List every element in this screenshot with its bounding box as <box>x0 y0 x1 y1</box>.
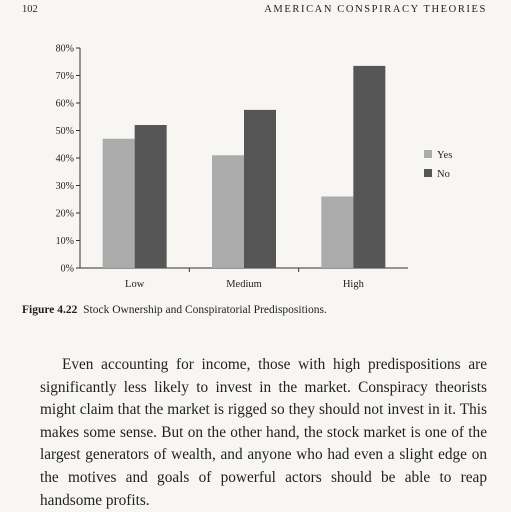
y-tick-label: 20% <box>55 208 74 220</box>
y-tick-label: 10% <box>55 236 74 247</box>
bar-chart <box>0 36 511 300</box>
bar-medium-no <box>244 110 276 268</box>
y-tick-label: 50% <box>55 126 74 137</box>
body-paragraph: Even accounting for income, those with high predispositions are significantly less likely to invest in the market. Conspiracy theorists might claim that the market is rigged so they should not invest in it. This makes some sense. But on the other hand, the stock market is one of the largest generators of wealth, and anyone who had even a slight edge on the motives and goals of powerful actors should be able to reap handsome profits. <box>40 356 487 509</box>
y-tick-label: 70% <box>55 71 74 82</box>
x-tick-label: Medium <box>226 279 262 290</box>
figure-caption-text: Stock Ownership and Conspiratorial Predispositions. <box>83 304 327 316</box>
legend-swatch-no <box>424 169 432 177</box>
y-tick-label: 80% <box>55 43 74 55</box>
bar-low-yes <box>103 139 135 268</box>
bar-high-no <box>353 66 385 268</box>
y-tick-label: 0% <box>60 263 74 275</box>
x-tick-label: Low <box>125 279 145 290</box>
running-head <box>22 4 487 20</box>
x-tick-label: High <box>342 279 364 290</box>
running-title: AMERICAN CONSPIRACY THEORIES <box>264 4 487 15</box>
bar-high-yes <box>321 197 353 269</box>
bar-medium-yes <box>212 155 244 268</box>
y-tick-label: 60% <box>55 98 74 110</box>
bar-low-no <box>135 125 167 268</box>
legend-label-no: No <box>437 169 450 180</box>
figure-caption <box>22 304 492 316</box>
legend-label-yes: Yes <box>437 150 453 161</box>
legend-swatch-yes <box>424 150 432 158</box>
y-tick-label: 40% <box>55 153 74 165</box>
figure-label: Figure 4.22 <box>22 304 78 316</box>
page-number: 102 <box>22 4 38 15</box>
y-tick-label: 30% <box>55 181 74 192</box>
